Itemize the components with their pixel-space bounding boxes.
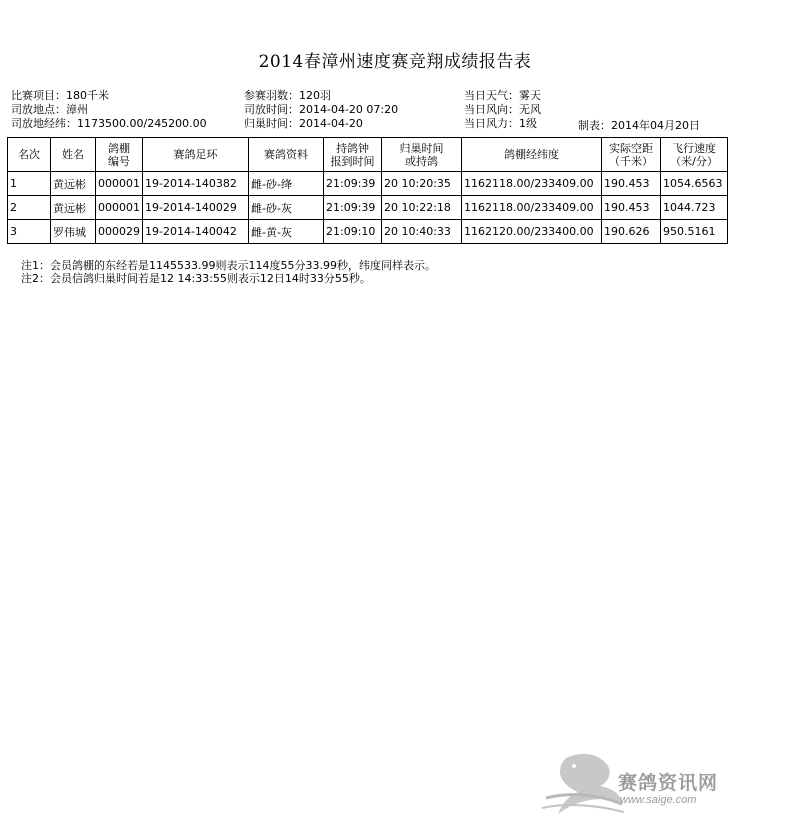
header-pigeon-info: 赛鸽资料 [249, 138, 324, 172]
cell-loft-id: 000001 [96, 196, 143, 220]
release-coordinates: 司放地经纬：1173500.00/245200.00 [11, 117, 207, 130]
cell-loft-coords: 1162118.00/233409.00 [462, 196, 602, 220]
meta-column-3 [464, 89, 541, 131]
footnote-2: 注2：会员信鸽归巢时间若是12 14:33:55则表示12日14时33分55秒。 [21, 272, 371, 285]
cell-distance: 190.626 [602, 220, 661, 244]
meta-column-2 [244, 89, 398, 131]
meta-column-1 [11, 89, 207, 131]
table-row [8, 220, 728, 244]
cell-return-time: 20 10:22:18 [382, 196, 462, 220]
cell-speed: 950.5161 [661, 220, 728, 244]
header-loft-coords: 鸽棚经纬度 [462, 138, 602, 172]
cell-distance: 190.453 [602, 196, 661, 220]
header-return-time: 归巢时间 或持鸽 [382, 138, 462, 172]
cell-rank: 3 [8, 220, 51, 244]
cell-name: 黄远彬 [51, 196, 96, 220]
cell-speed: 1054.6563 [661, 172, 728, 196]
header-distance: 实际空距 （千米） [602, 138, 661, 172]
cell-pigeon-info: 雌-黄-灰 [249, 220, 324, 244]
footnotes [21, 259, 436, 285]
table-row [8, 172, 728, 196]
cell-ring: 19-2014-140382 [143, 172, 249, 196]
wind-force: 当日风力：1级 [464, 117, 537, 130]
header-ring: 赛鸽足环 [143, 138, 249, 172]
table-row [8, 196, 728, 220]
cell-clock-time: 21:09:10 [324, 220, 382, 244]
cell-ring: 19-2014-140029 [143, 196, 249, 220]
report-date: 制表：2014年04月20日 [578, 119, 700, 132]
cell-clock-time: 21:09:39 [324, 172, 382, 196]
cell-loft-id: 000029 [96, 220, 143, 244]
results-table [7, 137, 728, 244]
watermark-name: 赛鸽资讯网 [618, 772, 719, 794]
return-date: 归巢时间：2014-04-20 [244, 117, 363, 130]
cell-speed: 1044.723 [661, 196, 728, 220]
release-location: 司放地点：漳州 [11, 103, 88, 116]
weather: 当日天气：雾天 [464, 89, 541, 102]
cell-clock-time: 21:09:39 [324, 196, 382, 220]
header-speed: 飞行速度 （米/分） [661, 138, 728, 172]
cell-distance: 190.453 [602, 172, 661, 196]
footnote-1: 注1：会员鸽棚的东经若是1145533.99则表示114度55分33.99秒，纬度同样表示。 [21, 259, 436, 272]
watermark-url: www.saige.com [620, 794, 697, 806]
cell-return-time: 20 10:20:35 [382, 172, 462, 196]
header-name: 姓名 [51, 138, 96, 172]
cell-ring: 19-2014-140042 [143, 220, 249, 244]
race-distance: 比赛项目：180千米 [11, 89, 109, 102]
cell-loft-id: 000001 [96, 172, 143, 196]
report-title: 2014春漳州速度赛竞翔成绩报告表 [258, 52, 532, 72]
cell-name: 黄远彬 [51, 172, 96, 196]
cell-loft-coords: 1162118.00/233409.00 [462, 172, 602, 196]
cell-name: 罗伟城 [51, 220, 96, 244]
wind-direction: 当日风向：无风 [464, 103, 541, 116]
release-time: 司放时间：2014-04-20 07:20 [244, 103, 399, 116]
cell-rank: 1 [8, 172, 51, 196]
cell-rank: 2 [8, 196, 51, 220]
header-rank: 名次 [8, 138, 51, 172]
cell-return-time: 20 10:40:33 [382, 220, 462, 244]
cell-loft-coords: 1162120.00/233400.00 [462, 220, 602, 244]
cell-pigeon-info: 雌-砂-灰 [249, 196, 324, 220]
table-header-row [8, 138, 728, 172]
entry-count: 参赛羽数：120羽 [244, 89, 331, 102]
header-loft-id: 鸽棚 编号 [96, 138, 143, 172]
header-clock-time: 持鸽钟 报到时间 [324, 138, 382, 172]
cell-pigeon-info: 雌-砂-绛 [249, 172, 324, 196]
